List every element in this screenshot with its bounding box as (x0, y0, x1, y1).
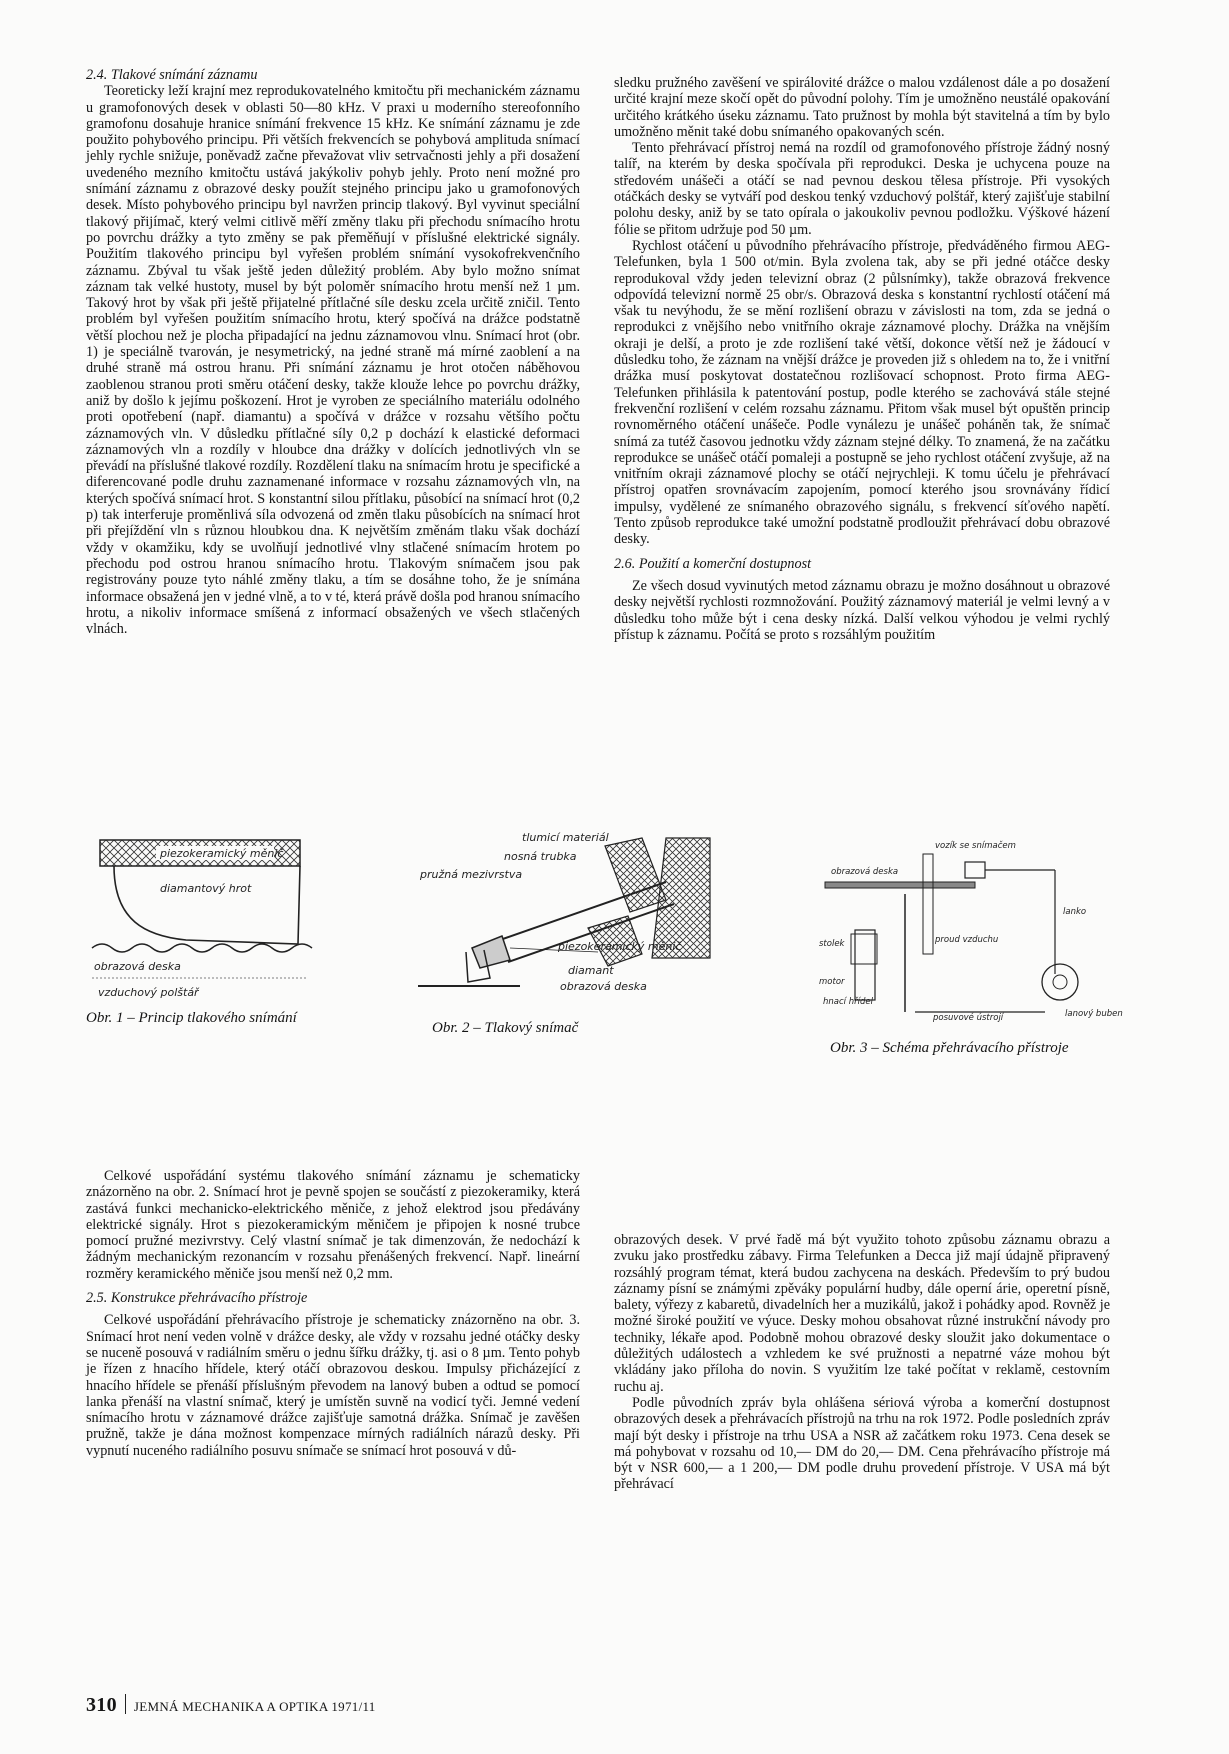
label-carriage: vozík se snímačem (935, 841, 1016, 851)
label-shaft: hnací hřídel (823, 997, 873, 1007)
column-left-bottom (86, 1168, 580, 1459)
cable-drum (1042, 964, 1078, 1000)
disc-surface-wave (92, 944, 312, 952)
label-stator: stolek (819, 939, 845, 949)
paragraph: Ze všech dosud vyvinutých metod záznamu obrazu je možno dosáhnout u obrazové desky největší rychlosti rozmnožování. Použitý záznamový materiál je velmi levný a v důsledku toho může být i cena desky nízká. Další velkou výhodou je velmi rychlý přístup k záznamu. Počítá se proto s rozsáhlým použitím (614, 577, 1110, 643)
column-right-top (614, 75, 1110, 643)
label-diamond: diamant (568, 964, 614, 977)
paragraph: Rychlost otáčení u původního přehrávacího přístroje, předváděného firmou AEG-Telefunken, byla 1 500 ot/min. Byla zvolena tak, aby se při jedné otáčce desky reprodukoval vždy jeden televizní obraz (2 půlsnímky), takže obrazová frekvence odpovídá televizní normě 25 obr/s. Obrazová deska s konstantní rychlostí otáčení má však tu nevýhodu, že se mění rozlišení obrazu v závislosti na tom, zda se jedná o reprodukci z vnějšího nebo vnitřního okraje záznamové plochy. Drážka na vnějším okraji je delší, a proto je zde rozlišení také větší, dokonce větší než je žádoucí v důsledku toho, že záznam na vnější drážce je proveden již s ohledem na to, že i vnitřní drážka musí poskytovat dostatečnou rozlišovací schopnost. Proto firma AEG-Telefunken přihlásila k patentování postup, podle kterého se zachovává stále stejné frekvenční rozlišení v celém rozsahu záznamu. Přitom však musel být opuštěn princip rovnoměrného otáčení unášeče. Podle vynálezu je unášeč poháněn tak, že snímač snímá za tutéž časovou jednotku vždy záznam stejné délky. To znamená, že na začátku reprodukce se unášeč otáčí pomaleji a postupně se jeho rychlost otáčení zvyšuje, až na vnitřním okraji záznamové plochy se otáčí nejrychleji. K tomu účelu je přehrávací přístroj opatřen srovnávacím zapojením, pomocí kterého jsou srovnávány řídicí impulsy, vydělené ze snímaného obrazového signálu, s frekvencí síťového napětí. Tento způsob reprodukce také umožní podstatně prodloužit přehrávací dobu obrazové desky. (614, 237, 1110, 548)
figure-3-caption: Obr. 3 – Schéma přehrávacího přístroje (830, 1040, 1069, 1056)
label-disc-3: obrazová deska (831, 867, 899, 877)
label-tip: diamantový hrot (160, 882, 252, 895)
label-cable: lanko (1063, 907, 1087, 917)
journal-name: JEMNÁ MECHANIKA A OPTIKA 1971/11 (133, 1699, 376, 1714)
label-feed: posuvové ústrojí (933, 1013, 1004, 1023)
label-damping: tlumicí materiál (522, 831, 609, 844)
figure-1-diagram (86, 836, 406, 1006)
section-heading-2-6: 2.6. Použití a komerční dostupnost (614, 555, 812, 572)
column-right-bottom (614, 1232, 1110, 1493)
paragraph: Teoreticky leží krajní mez reprodukovatelného kmitočtu při mechanickém záznamu u gramofonových desek v oblasti 50—80 kHz. V praxi u moderního stereofonního gramofonu dosahuje hranice snímání frekvence 15 kHz. Ke snímání záznamu je zde použito pohybového principu. Při větších frekvencích se pohybová amplituda snímací jehly rychle snižuje, poněvadž začne převažovat vliv setrvačnosti jehly a při dosažení uvedeného mezního kmitočtu ustává jakýkoliv pohyb jehly. Proto není možné pro snímání záznamu z obrazové desky použít stejného principu jako u gramofonových desek. Místo pohybového principu byl navržen princip tlakový. Byl vyvinut speciální tlakový přijímač, který velmi citlivě měří změny tlaku při přechodu snímacího hrotu po povrchu drážky a tyto změny se pak přeměňují v příslušné elektrické signály. Použitím tlakového principu byl vyřešen problém snímání vysokofrekvenčního záznamu. Zbýval tu však ještě jeden důležitý problém. Aby bylo možno snímat záznam tak velké hustoty, musel by být poloměr snímacího hrotu menší než 1 µm. Takový hrot by však při ještě přijatelné přítlačné síle desku zcela určitě zničil. Tento problém byl vyřešen použitím snímacího hrotu, který spočívá na drážce podstatně větší plochou než je plocha připadající na jednu záznamovou vlnu. Snímací hrot (obr. 1) je speciálně tvarován, je nesymetrický, na jedné straně má mírné zaoblení a na druhé straně má ostrou hranu. Při snímání záznamu je hrot otočen náběhovou zaoblenou stranou proti směru otáčení desky, takže klouže lehce po povrchu drážky, aniž by došlo k jejímu poškození. Hrot je vyroben ze speciálního materiálu odolného proti opotřebení (např. diamantu) a spočívá v drážce v rozsahu většího počtu záznamových vln. V důsledku přítlačné síly 0,2 p dochází k elastické deformaci záznamových vln a rozdíly v hloubce dna drážky v dolících jednotlivých vln se převádí na příslušné tlakové rozdíly. Rozdělení tlaku na snímacím hrotu je specifické a diferencované podle druhu zaznamenané informace v rozsahu záznamových vln, na kterých spočívá snímací hrot. S konstantní silou přítlaku, působící na snímací hrot (0,2 p) tak interferuje proměnlivá síla odvozená od změn tlaku působících na snímací hrot při přejíždění vln s různou hloubkou dna. K největším změnám tlaku však dochází vždy v okamžiku, kdy se uvolňují jednotlivé vlny stlačené snímacím hrotem po přechodu pod ostrou hranou snímacího hrotu. Tlakovým snímačem jsou pak registrovány pouze tyto náhlé změny tlaku, a tím se dosáhne toho, že je snímána informace obsažená jen v jedné vlně, a to v té, která právě došla pod hranou snímacího hrotu, a nikoliv informace smíšená z informací obsažených ve všech stlačených vlnách. (86, 83, 580, 638)
label-disc: obrazová deska (94, 960, 181, 973)
section-heading-2-4: 2.4. Tlakové snímání záznamu (86, 67, 258, 83)
label-transducer: piezokeramický měnič (160, 847, 284, 860)
paragraph: Celkové uspořádání přehrávacího přístroje je schematicky znázorněno na obr. 3. Snímací hrot není veden volně v drážce desky, ale vždy v rozsahu jedné otáčky desky se nuceně posouvá v radiálním směru o jednu šířku drážky, tj. asi o 8 µm. Tento pohyb je řízen z hnacího hřídele, který otáčí obrazovou deskou. Impulsy přicházející z hnacího hřídele se přenáší příslušným převodem na lanový buben a odtud se pomocí lanka přenáší na vlastní snímač, který je umístěn suvně na vodicí tyči. Jemné vedení snímacího hrotu v záznamové drážce zajišťuje samotná drážka. Snímač je zavěšen pružně, takže je dána možnost kompenzace mírných radiálních nárazů desky. Při vypnutí nuceného radiálního posuvu snímače se snímací hrot posouvá v dů- (86, 1312, 580, 1459)
label-disc-2: obrazová deska (560, 980, 647, 993)
label-tube: nosná trubka (504, 850, 577, 863)
figure-2-caption: Obr. 2 – Tlakový snímač (432, 1020, 579, 1036)
section-heading-2-5: 2.5. Konstrukce přehrávacího přístroje (86, 1290, 308, 1307)
label-air-cushion: vzduchový polštář (98, 986, 199, 999)
label-airflow: proud vzduchu (935, 935, 999, 945)
paragraph: Podle původních zpráv byla ohlášena sériová výroba a komerční dostupnost obrazových desek a přehrávacích přístrojů na trhu na rok 1972. Podle posledních zpráv mají být desky i přístroje na trhu USA a NSR až začátkem roku 1973. Cena desek se má pohybovat v rozsahu od 10,— DM do 20,— DM. Cena přehrávacího přístroje má být v NSR 600,— a 1 200,— DM podle druhu provedení přístroje. V USA má být přehrávací (614, 1394, 1110, 1493)
label-layer: pružná mezivrstva (420, 868, 523, 881)
figure-1-caption: Obr. 1 – Princip tlakového snímání (86, 1010, 297, 1026)
page-number: 310 (86, 1694, 117, 1716)
label-transducer-2: piezokeramický měnič (558, 940, 682, 953)
label-motor: motor (819, 977, 845, 987)
paragraph: obrazových desek. V prvé řadě má být využito tohoto způsobu záznamu obrazu a zvuku jako prostředku zábavy. Firma Telefunken a Decca již mají údajně připravený rozsáhlý program témat, která budou zachycena na deskách. Především to prý budou záznamy písní se známými zpěváky populární hudby, dále operní árie, operetní písně, balety, výřezy z kabaretů, divadelních her a muzikálů, jakož i pohádky apod. Rovněž je možné široké použití ve výuce. Desky mohou obsahovat různé instrukční návody pro techniky, lékaře apod. Podobně mohou obrazové desky sloužit jako dokumentace o důležitých událostech a vzhledem ke své pružnosti a nepatrné váze mohou být vkládány jako příloha do novin. S využitím lze také počítat v reklamě, cestovním ruchu aj. (614, 1232, 1110, 1395)
figure-2-diagram (410, 828, 720, 1018)
label-drum: lanový buben (1065, 1009, 1123, 1019)
page-footer (86, 1694, 376, 1717)
paragraph: Celkové uspořádání systému tlakového snímání záznamu je schematicky znázorněno na obr. 2. Snímací hrot je pevně spojen se součástí z piezokeramiky, která zastává funkci mechanicko-elektrického měniče, z jehož elektrod jsou předávány elektrické signály. Hrot s piezokeramickým měničem je připojen k nosné trubce pomocí pružné mezivrstvy. Celý vlastní snímač je tak dimenzován, že nedochází k žádným mechanickým rezonancím v rozsahu přenášených frekvencí. Např. lineární rozměry keramického měniče jsou menší než 0,2 mm. (86, 1168, 580, 1282)
figure-3-diagram (815, 834, 1123, 1024)
diamond-tip-outline (114, 866, 300, 944)
paragraph: Tento přehrávací přístroj nemá na rozdíl od gramofonového přístroje žádný nosný talíř, na kterém by deska spočívala při reprodukci. Deska je uchycena pouze na středovém unášeči a otáčí se nad pevnou deskou tělesa přístroje. Při vysokých otáčkách desky se vytváří pod deskou tenký vzduchový polštář, který zajišťuje stabilní polohu desky, aniž by se tato opírala o jakoukoliv pevnou podložku. Výškové házení fólie se přitom udržuje pod 50 µm. (614, 140, 1110, 238)
paragraph: sledku pružného zavěšení ve spirálovité drážce o malou vzdálenost dále a po dosažení určité krajní meze skočí opět do původní polohy. Tím je umožněno neustálé opakování určitého krátkého úseku záznamu. Tato pružnost by mohla být stavitelná a tím by bylo umožněno měnit také dobu snímaného opakovaných scén. (614, 75, 1110, 140)
column-left-top (86, 67, 580, 637)
